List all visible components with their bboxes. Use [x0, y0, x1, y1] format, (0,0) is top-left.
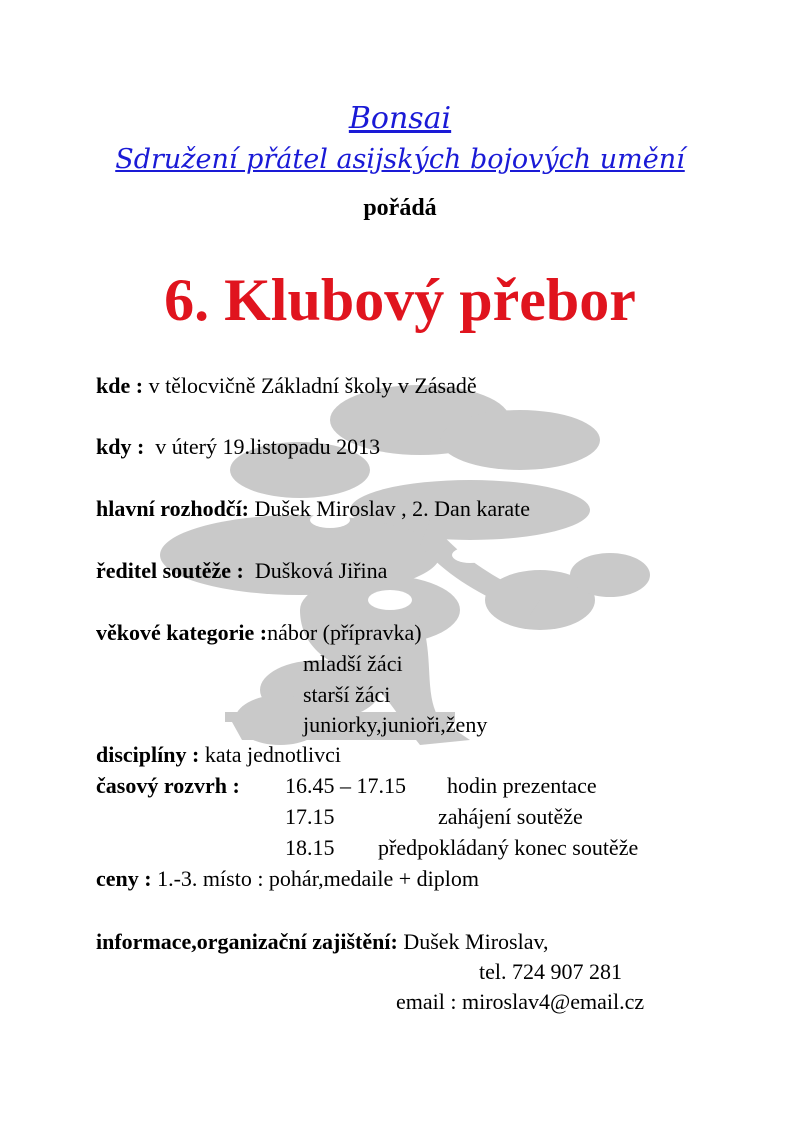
category-item: juniorky,junioři,ženy — [303, 712, 488, 737]
org-subtitle[interactable]: Sdružení přátel asijských bojových umění — [115, 144, 685, 175]
category-item: starší žáci — [303, 682, 391, 707]
schedule-time: 16.45 – 17.15 — [285, 773, 406, 798]
schedule-text: zahájení soutěže — [438, 804, 583, 829]
contact-email[interactable]: email : miroslav4@email.cz — [396, 989, 645, 1014]
category-item: mladší žáci — [303, 651, 403, 676]
disciplines-value: kata jednotlivci — [204, 742, 342, 767]
contact-phone: tel. 724 907 281 — [479, 959, 622, 984]
org-name[interactable]: Bonsai — [348, 101, 452, 136]
contact-label: informace,organizační zajištění: — [96, 929, 398, 954]
director-value: Dušková Jiřina — [254, 558, 388, 583]
disciplines-label: disciplíny : — [96, 742, 200, 767]
category-item: nábor (přípravka) — [267, 620, 422, 645]
contact-row — [96, 931, 549, 953]
director-label: ředitel soutěže : — [96, 558, 244, 583]
schedule-time: 18.15 — [285, 835, 335, 860]
event-title: 6. Klubový přebor — [164, 267, 636, 333]
prizes-row — [96, 868, 479, 890]
schedule-label: časový rozvrh : — [96, 773, 240, 798]
contact-name: Dušek Miroslav, — [403, 929, 549, 954]
referee-row — [96, 498, 530, 520]
referee-label: hlavní rozhodčí: — [96, 496, 250, 521]
prizes-value: 1.-3. místo : pohár,medaile + diplom — [157, 866, 480, 891]
when-value: v úterý 19.listopadu 2013 — [155, 434, 381, 459]
categories-label: věkové kategorie : — [96, 620, 268, 645]
where-row — [96, 375, 477, 397]
categories-row — [96, 622, 422, 644]
schedule-text: hodin prezentace — [447, 773, 597, 798]
when-label: kdy : — [96, 434, 145, 459]
schedule-time: 17.15 — [285, 804, 335, 829]
disciplines-row — [96, 744, 341, 766]
director-row — [96, 560, 387, 582]
where-label: kde : — [96, 373, 144, 398]
organizes-verb: pořádá — [363, 195, 437, 221]
prizes-label: ceny : — [96, 866, 152, 891]
when-row — [96, 436, 380, 458]
referee-value: Dušek Miroslav , 2. Dan karate — [254, 496, 531, 521]
where-value: v tělocvičně Základní školy v Zásadě — [148, 373, 477, 398]
schedule-text: předpokládaný konec soutěže — [378, 835, 639, 860]
